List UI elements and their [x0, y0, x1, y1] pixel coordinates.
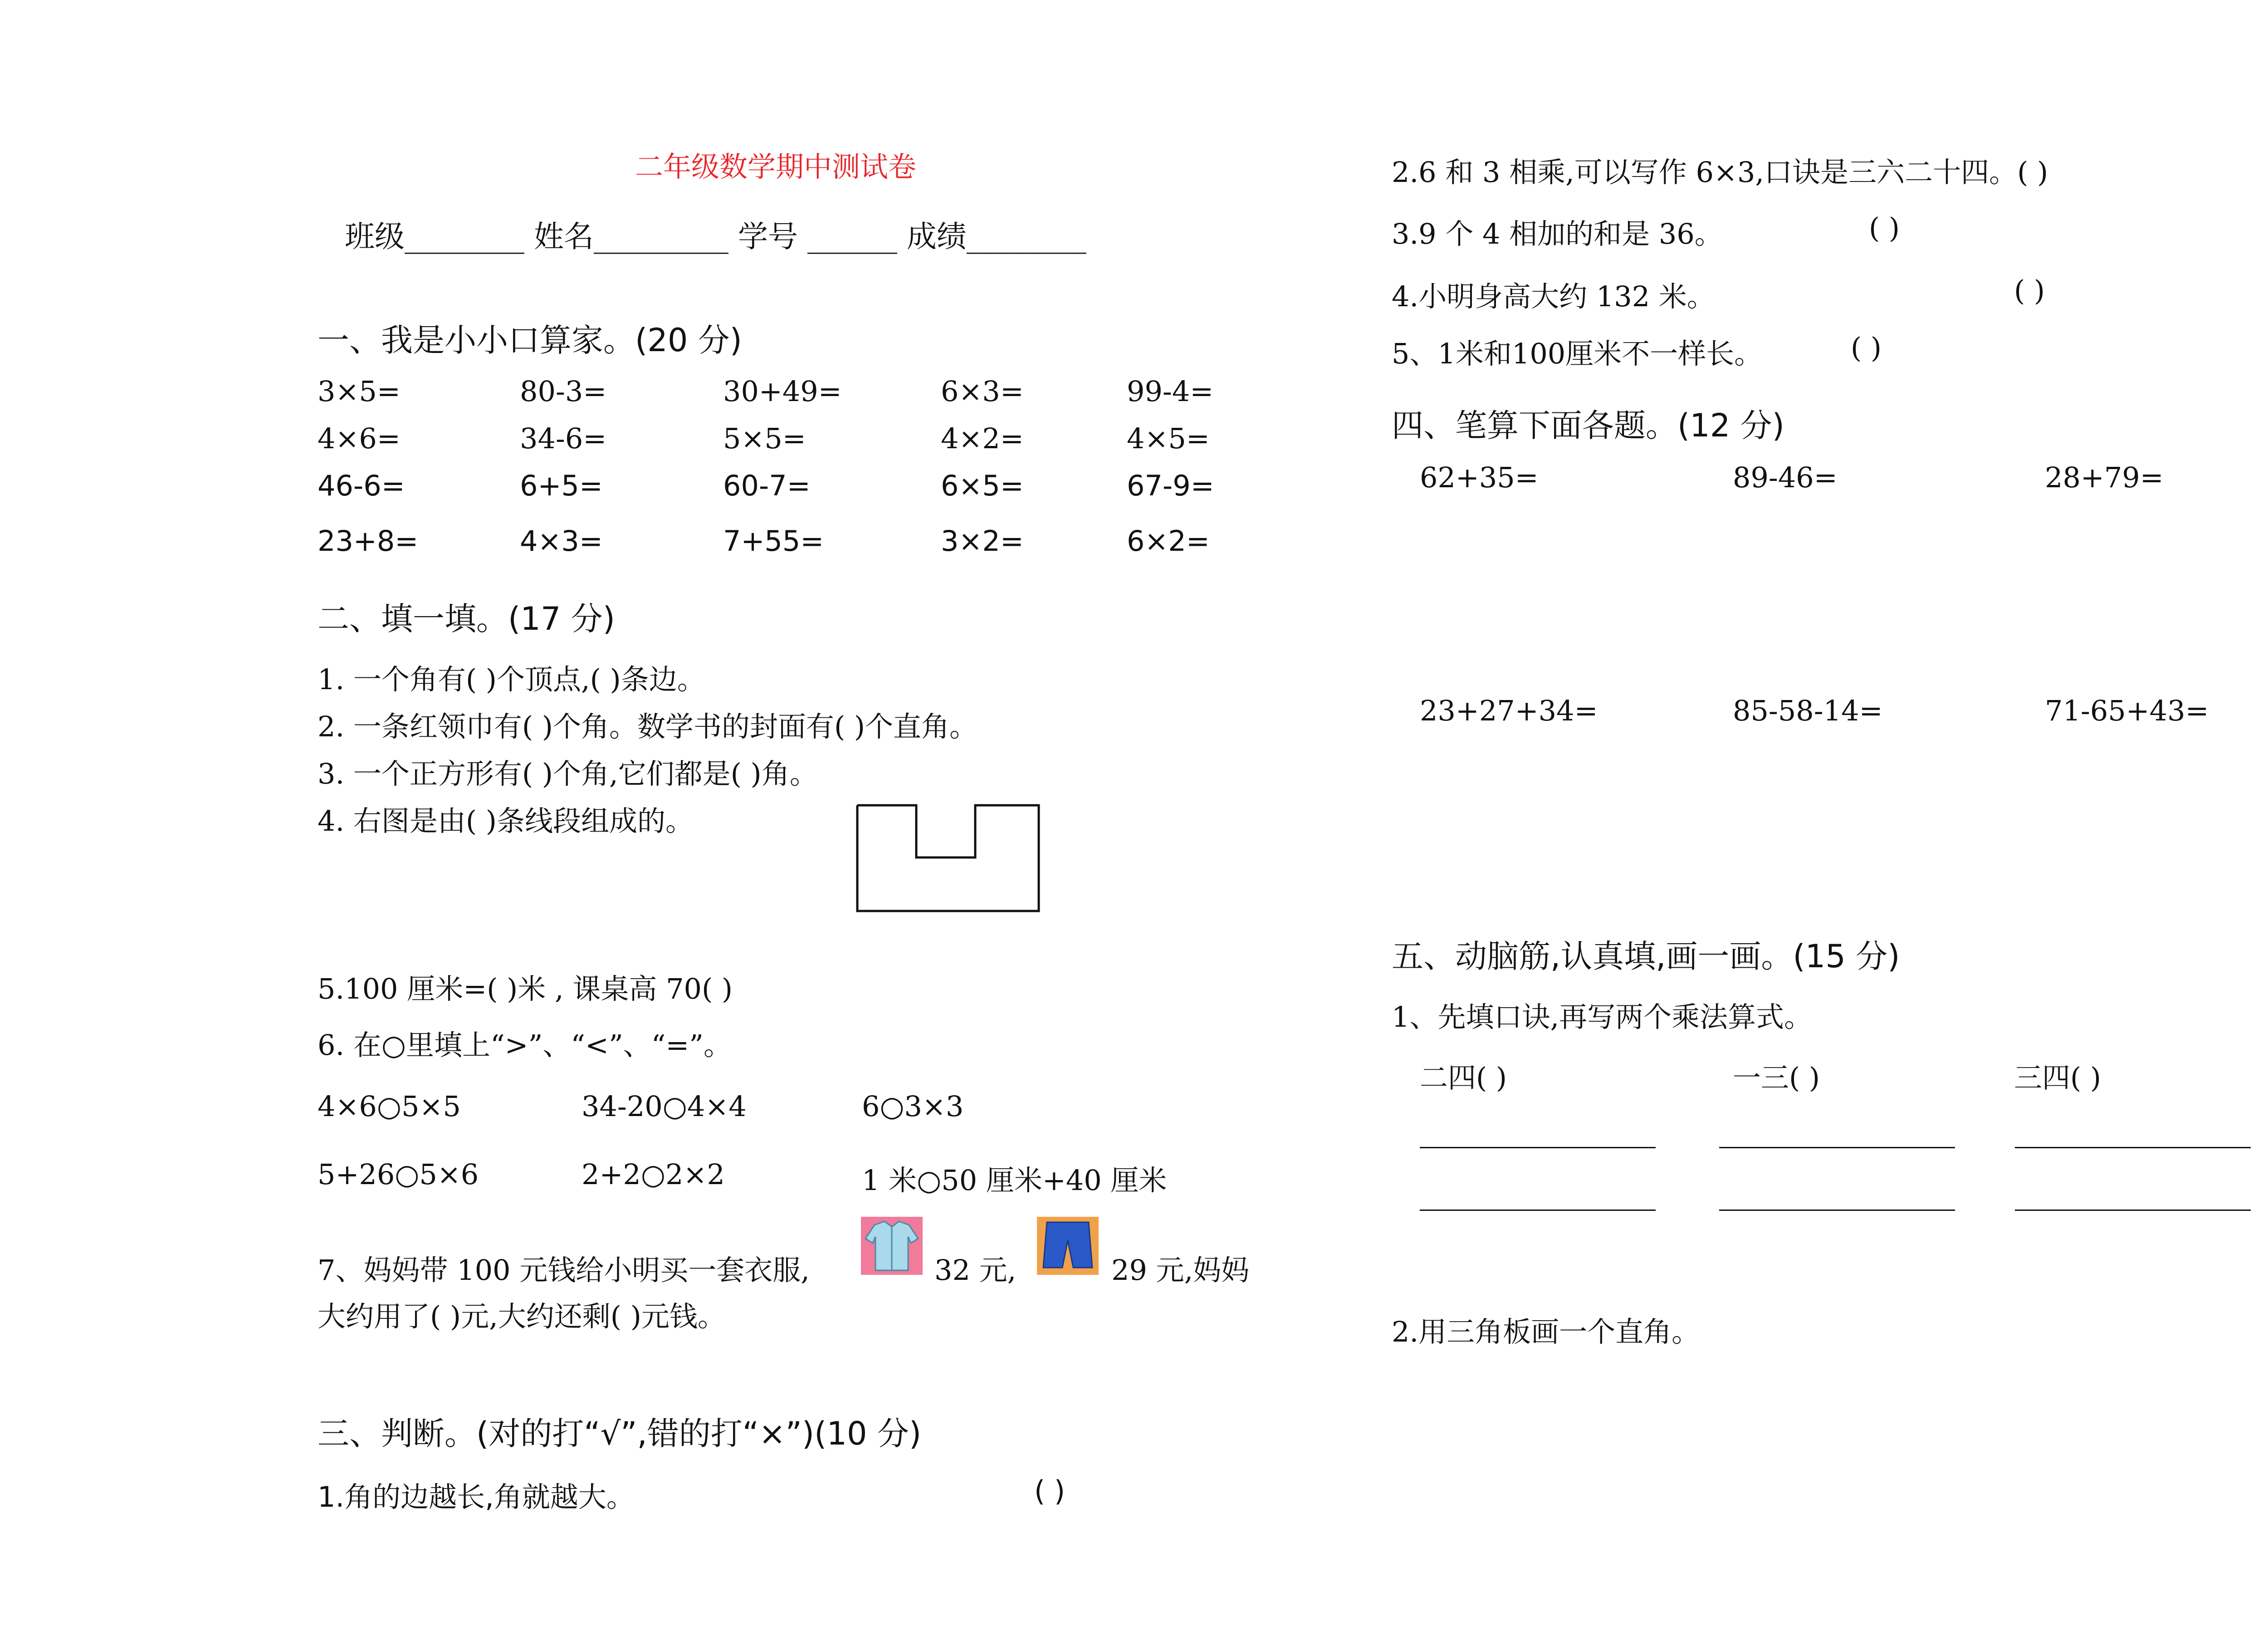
- compare-item: 1 米○50 厘米+40 厘米: [862, 1164, 1167, 1197]
- answer-line: [2015, 1210, 2251, 1211]
- compare-item: 4×6○5×5: [318, 1090, 461, 1123]
- section-3-title: 三、判断。(对的打“√”,错的打“×”)(10 分): [318, 1415, 922, 1452]
- section-1-title: 一、我是小小口算家。(20 分): [318, 322, 742, 359]
- mental-math-item: 46-6=: [318, 469, 405, 502]
- judge-q1-paren: ( ): [1034, 1474, 1066, 1508]
- mental-math-item: 3×2=: [941, 524, 1024, 558]
- section-5-title: 五、动脑筋,认真填,画一画。(15 分): [1392, 938, 1900, 975]
- written-calc-item: 89-46=: [1733, 461, 1838, 494]
- judge-q3-paren: ( ): [1869, 211, 1900, 245]
- sec5-q1: 1、先填口诀,再写两个乘法算式。: [1392, 1000, 1813, 1033]
- written-calc-item: 71-65+43=: [2045, 694, 2209, 727]
- rhyme-item: 二四( ): [1420, 1061, 1507, 1094]
- mental-math-item: 80-3=: [520, 375, 607, 408]
- judge-q4-paren: ( ): [2014, 274, 2045, 307]
- compare-item: 34-20○4×4: [582, 1090, 747, 1123]
- judge-q1: 1.角的边越长,角就越大。: [318, 1480, 635, 1513]
- shorts-icon: [1037, 1217, 1099, 1275]
- mental-math-item: 4×3=: [520, 524, 603, 558]
- shirt-price: 32 元,: [934, 1254, 1017, 1287]
- mental-math-item: 30+49=: [723, 375, 842, 408]
- rhyme-item: 三四( ): [2014, 1061, 2102, 1094]
- mental-math-item: 60-7=: [723, 469, 811, 502]
- mental-math-item: 6×2=: [1127, 524, 1210, 558]
- written-calc-item: 23+27+34=: [1420, 694, 1598, 727]
- written-calc-item: 28+79=: [2045, 461, 2164, 494]
- judge-q2: 2.6 和 3 相乘,可以写作 6×3,口诀是三六二十四。( ): [1392, 156, 2048, 189]
- fill-q3: 3. 一个正方形有( )个角,它们都是( )角。: [318, 757, 818, 790]
- mental-math-item: 67-9=: [1127, 469, 1214, 502]
- judge-q3: 3.9 个 4 相加的和是 36。: [1392, 217, 1723, 250]
- student-info-line: 班级________ 姓名_________ 学号 ______ 成绩________: [345, 219, 1086, 254]
- page-title: 二年级数学期中测试卷: [635, 150, 917, 183]
- judge-q4: 4.小明身高大约 132 米。: [1392, 280, 1715, 313]
- mental-math-item: 23+8=: [318, 524, 419, 558]
- section-4-title: 四、笔算下面各题。(12 分): [1392, 407, 1784, 444]
- answer-line: [1719, 1210, 1955, 1211]
- fill-q6: 6. 在○里填上“>”、“<”、“=”。: [318, 1028, 732, 1062]
- mental-math-item: 6×5=: [941, 469, 1024, 502]
- answer-line: [1719, 1147, 1955, 1148]
- written-calc-item: 85-58-14=: [1733, 694, 1883, 727]
- answer-line: [1420, 1210, 1656, 1211]
- answer-line: [2015, 1147, 2251, 1148]
- compare-item: 2+2○2×2: [582, 1158, 725, 1191]
- fill-q7-line2: 大约用了( )元,大约还剩( )元钱。: [318, 1300, 726, 1333]
- mental-math-item: 7+55=: [723, 524, 824, 558]
- fill-q1: 1. 一个角有( )个顶点,( )条边。: [318, 663, 705, 696]
- mental-math-item: 6+5=: [520, 469, 603, 502]
- shorts-price: 29 元,妈妈: [1111, 1254, 1250, 1287]
- mental-math-item: 99-4=: [1127, 375, 1214, 408]
- answer-line: [1420, 1147, 1656, 1148]
- shirt-icon: [861, 1217, 923, 1275]
- judge-q5-paren: ( ): [1851, 331, 1882, 364]
- u-shape-figure: [853, 803, 1043, 916]
- fill-q7-line1: 7、妈妈带 100 元钱给小明买一套衣服,: [318, 1254, 810, 1287]
- compare-item: 6○3×3: [862, 1090, 964, 1123]
- section-2-title: 二、填一填。(17 分): [318, 600, 615, 637]
- written-calc-item: 62+35=: [1420, 461, 1539, 494]
- mental-math-item: 34-6=: [520, 422, 607, 455]
- mental-math-item: 4×6=: [318, 422, 401, 455]
- mental-math-item: 4×2=: [941, 422, 1024, 455]
- mental-math-item: 5×5=: [723, 422, 806, 455]
- mental-math-item: 6×3=: [941, 375, 1024, 408]
- fill-q4: 4. 右图是由( )条线段组成的。: [318, 804, 694, 837]
- rhyme-item: 一三( ): [1733, 1061, 1820, 1094]
- sec5-q2: 2.用三角板画一个直角。: [1392, 1315, 1700, 1348]
- mental-math-item: 3×5=: [318, 375, 401, 408]
- fill-q5: 5.100 厘米=( )米 , 课桌高 70( ): [318, 972, 733, 1005]
- judge-q5: 5、1米和100厘米不一样长。: [1392, 337, 1763, 370]
- fill-q2: 2. 一条红领巾有( )个角。数学书的封面有( )个直角。: [318, 710, 978, 743]
- compare-item: 5+26○5×6: [318, 1158, 479, 1191]
- mental-math-item: 4×5=: [1127, 422, 1210, 455]
